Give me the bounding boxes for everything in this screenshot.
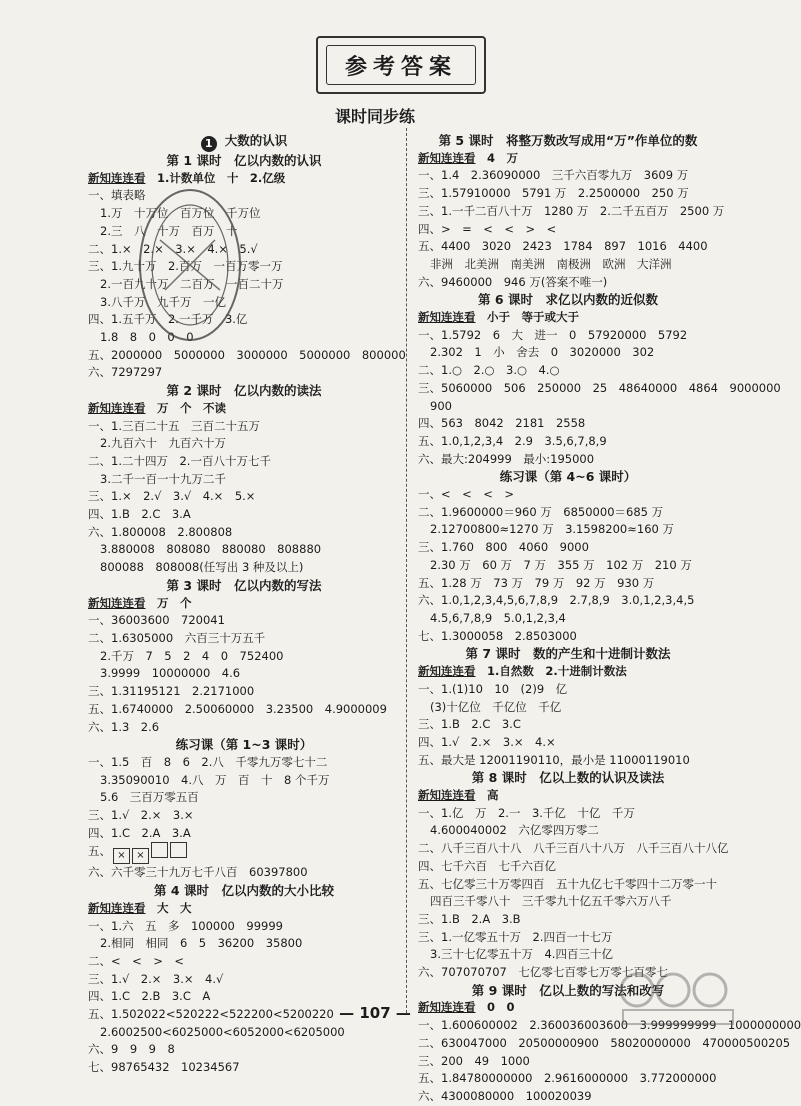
answer-line: 一、< < < > xyxy=(418,487,515,502)
answer-line: 六、9 9 9 8 xyxy=(88,1042,175,1057)
lesson-heading: 第 7 课时 数的产生和十进制计数法 xyxy=(465,646,671,662)
answer-line: 二、< < > < xyxy=(88,953,185,968)
title-frame xyxy=(316,36,486,94)
answer-line: 一、1.三百二十五 三百二十五万 xyxy=(88,418,260,433)
answer-line: 5.6 三百万零五百 xyxy=(100,790,199,805)
answer-line: 四、七千六百 七千六百亿 xyxy=(418,858,556,873)
answer-line: 三、1.31195121 2.2171000 xyxy=(88,684,255,699)
answer-line: 二、八千三百八十八 八千三百八十八万 八千三百八十八亿 xyxy=(418,841,729,856)
answer-line: 2.一百九十万 二百万 一百二十万 xyxy=(100,276,284,291)
page-number: — 107 — xyxy=(339,1004,411,1022)
answer-line: 六、4300080000 100020039 xyxy=(418,1088,592,1103)
answer-line: 六、1.3 2.6 xyxy=(88,719,160,734)
answer-line: 一、1.亿 万 2.一 3.千亿 十亿 千万 xyxy=(418,805,635,820)
unit-title: 大数的认识 xyxy=(224,133,288,148)
answer-line: 四、> = < < > < xyxy=(418,221,557,236)
answer-box: × xyxy=(113,848,130,864)
key-concept-line xyxy=(418,309,718,327)
answer-line: 2.30 万 60 万 7 万 355 万 102 万 210 万 xyxy=(430,557,692,572)
answer-line: 2.6002500<6025000<6052000<6205000 xyxy=(100,1024,345,1039)
answer-line: 二、1.9600000＝960 万 6850000＝685 万 xyxy=(418,504,664,519)
key-concept-answer: 0 0 xyxy=(487,1000,515,1015)
key-concept-label: 新知连连看 xyxy=(418,150,476,165)
answer-line: 二、1.二十四万 2.一百八十万七千 xyxy=(88,453,271,468)
lesson-heading: 第 8 课时 亿以上数的认识及读法 xyxy=(471,770,665,786)
key-concept-line xyxy=(88,595,400,613)
key-concept-label: 新知连连看 xyxy=(418,788,476,803)
answer-line: 3.二千一百一十九万二千 xyxy=(100,471,226,486)
answer-line: 4.600040002 六亿零四万零二 xyxy=(430,823,599,838)
answer-line: 2.302 1 小 舍去 0 3020000 302 xyxy=(430,345,655,360)
answer-line: 一、36003600 720041 xyxy=(88,613,225,628)
answer-line: 四、563 8042 2181 2558 xyxy=(418,416,586,431)
answer-line: 四、1.C 2.A 3.A xyxy=(88,825,191,840)
key-concept-label: 新知连连看 xyxy=(88,900,146,915)
answer-line: (3)十亿位 千亿位 千亿 xyxy=(430,699,562,714)
answer-line: 七、98765432 10234567 xyxy=(88,1060,240,1075)
answer-box xyxy=(170,842,187,858)
key-concept-answer: 高 xyxy=(487,788,499,803)
answer-line: 800088 808008(任写出 3 种及以上) xyxy=(100,560,304,575)
answer-line: 2.九百六十 九百六十万 xyxy=(100,436,226,451)
answer-line: 一、1.(1)10 10 (2)9 亿 xyxy=(418,681,568,696)
answer-line: 六、1.0,1,2,3,4,5,6,7,8,9 2.7,8,9 3.0,1,2,3,4,5 xyxy=(418,593,695,608)
answer-boxes xyxy=(111,842,187,864)
answer-label: 五、 xyxy=(88,844,111,859)
answer-line: 六、707070707 七亿零七百零七万零七百零七 xyxy=(418,965,668,980)
answer-line: 六、7297297 xyxy=(88,365,163,380)
answer-line: 1.8 8 0 0 0 xyxy=(100,330,194,345)
answer-line: 非洲 北美洲 南美洲 南极洲 欧洲 大洋洲 xyxy=(430,256,672,271)
lesson-heading: 第 4 课时 亿以内数的大小比较 xyxy=(154,883,334,899)
answer-line: 3.八千万 九千万 一亿 xyxy=(100,294,226,309)
key-concept-label: 新知连连看 xyxy=(418,310,476,325)
lesson-heading: 练习课（第 4~6 课时） xyxy=(499,469,637,485)
answer-line: 四、1.B 2.C 3.A xyxy=(88,507,191,522)
key-concept-label: 新知连连看 xyxy=(88,400,146,415)
answer-line: 一、填表略 xyxy=(88,188,146,203)
key-concept-label: 新知连连看 xyxy=(88,170,146,185)
answer-line: 五、最大是 12001190110，最小是 11000119010 xyxy=(418,752,690,767)
lesson-heading: 练习课（第 1~3 课时） xyxy=(175,737,313,753)
answer-line: 五、1.84780000000 2.9616000000 3.772000000 xyxy=(418,1071,717,1086)
key-concept-line xyxy=(88,170,400,188)
answer-line: 2.千万 7 5 2 4 0 752400 xyxy=(100,648,284,663)
answer-line: 三、1.57910000 5791 万 2.2500000 250 万 xyxy=(418,186,689,201)
answer-line: 三、1.760 800 4060 9000 xyxy=(418,540,589,555)
answer-line: 一、1.六 五 多 100000 99999 xyxy=(88,918,283,933)
answer-line: 五、1.6740000 2.50060000 3.23500 4.9000009 xyxy=(88,701,387,716)
answer-line: 三、1.√ 2.× 3.× 4.√ xyxy=(88,971,224,986)
lesson-heading: 第 5 课时 将整万数改写成用“万”作单位的数 xyxy=(438,133,698,148)
answer-line: 三、1.√ 2.× 3.× xyxy=(88,808,194,823)
key-concept-answer: 万 个 不读 xyxy=(157,400,226,415)
answer-line: 三、1.× 2.√ 3.√ 4.× 5.× xyxy=(88,489,256,504)
left-column xyxy=(88,132,406,1077)
answer-line: 四、1.C 2.B 3.C A xyxy=(88,989,211,1004)
answer-line: 1.万 十万位 百万位 千万位 xyxy=(100,206,261,221)
key-concept-line xyxy=(418,787,718,805)
answer-box: × xyxy=(132,848,149,864)
answer-line: 三、1.一千二百八十万 1280 万 2.二千五百万 2500 万 xyxy=(418,203,725,218)
answer-line: 五、七亿零三十万零四百 五十九亿七千零四十二万零一十 xyxy=(418,876,717,891)
key-concept-line xyxy=(88,900,400,918)
key-concept-answer: 1.计数单位 十 2.亿级 xyxy=(157,170,286,185)
answer-line: 三、1.B 2.A 3.B xyxy=(418,911,521,926)
unit-heading xyxy=(88,132,400,152)
column-divider xyxy=(406,128,407,1013)
lesson-heading: 第 6 课时 求亿以内数的近似数 xyxy=(478,292,658,308)
answer-line: 七、1.3000058 2.8503000 xyxy=(418,628,577,643)
answer-line: 四、1.√ 2.× 3.× 4.× xyxy=(418,734,556,749)
answer-line: 900 xyxy=(430,398,452,413)
answer-line: 四百三千零八十 三千零九十亿五千零六万八千 xyxy=(430,894,672,909)
answer-line: 六、9460000 946 万(答案不唯一) xyxy=(418,274,608,289)
key-concept-line xyxy=(418,663,718,681)
answer-line: 3.9999 10000000 4.6 xyxy=(100,666,241,681)
answer-line: 三、1.九十万 2.百万 一百万零一万 xyxy=(88,259,283,274)
answer-line: 3.三十七亿零五十万 4.四百三十亿 xyxy=(430,947,613,962)
answer-line: 五、1.0,1,2,3,4 2.9 3.5,6,7,8,9 xyxy=(418,433,607,448)
answer-line: 五、2000000 5000000 3000000 5000000 800000 xyxy=(88,347,406,362)
key-concept-answer: 小于 等于或大于 xyxy=(487,310,579,325)
answer-line: 二、1.○ 2.○ 3.○ 4.○ xyxy=(418,363,560,378)
right-column xyxy=(418,132,801,1106)
lesson-heading: 第 2 课时 亿以内数的读法 xyxy=(166,383,322,399)
answer-box xyxy=(151,842,168,858)
answer-line: 3.35090010 4.八 万 百 十 8 个千万 xyxy=(100,772,330,787)
answer-line: 3.880008 808080 880080 808880 xyxy=(100,542,322,557)
answer-line: 一、1.5 百 8 6 2.八 千零九万零七十二 xyxy=(88,754,328,769)
lesson-heading: 第 9 课时 亿以上数的写法和改写 xyxy=(471,982,665,998)
answer-line: 三、200 49 1000 xyxy=(418,1053,530,1068)
answer-line: 三、1.一亿零五十万 2.四百一十七万 xyxy=(418,929,613,944)
answer-line: 六、1.800008 2.800808 xyxy=(88,524,233,539)
answer-line: 六、最大:204999 最小:195000 xyxy=(418,451,595,466)
answer-line: 一、1.600600002 2.360036003600 3.999999999 1000000000 xyxy=(418,1018,801,1033)
answer-line: 一、1.5792 6 大 进一 0 57920000 5792 xyxy=(418,327,688,342)
unit-number-badge: 1 xyxy=(201,136,217,152)
answer-line: 三、5060000 506 250000 25 48640000 4864 9000000 xyxy=(418,380,781,395)
answer-line: 二、1.× 2.× 3.× 4.× 5.√ xyxy=(88,241,258,256)
answer-line: 一、1.4 2.36090000 三千六百零九万 3609 万 xyxy=(418,168,689,183)
key-concept-label: 新知连连看 xyxy=(418,664,476,679)
key-concept-line xyxy=(418,150,718,168)
answer-line: 2.相同 相同 6 5 36200 35800 xyxy=(100,936,303,951)
answer-line: 四、1.五千万 2.一千万 3.亿 xyxy=(88,312,248,327)
key-concept-answer: 4 万 xyxy=(487,150,519,165)
answer-line: 六、六千零三十九万七千八百 60397800 xyxy=(88,865,308,880)
key-concept-label: 新知连连看 xyxy=(88,595,146,610)
key-concept-answer: 大 大 xyxy=(157,900,192,915)
lesson-heading: 第 3 课时 亿以内数的写法 xyxy=(166,577,322,593)
page-title: 参考答案 xyxy=(326,45,476,85)
answer-line: 2.12700800≈1270 万 3.1598200≈160 万 xyxy=(430,522,674,537)
answer-line: 2.三 八 十万 百万 十 xyxy=(100,223,238,238)
answer-line: 4.5,6,7,8,9 5.0,1,2,3,4 xyxy=(430,610,566,625)
key-concept-answer: 1.自然数 2.十进制计数法 xyxy=(487,664,627,679)
section-title: 课时同步练 xyxy=(334,107,415,126)
answer-line: 二、630047000 20500000900 58020000000 470000500205 xyxy=(418,1035,791,1050)
lesson-heading: 第 1 课时 亿以内数的认识 xyxy=(166,153,322,168)
key-concept-label: 新知连连看 xyxy=(418,1000,476,1015)
answer-line: 五、4400 3020 2423 1784 897 1016 4400 xyxy=(418,239,708,254)
answer-line: 二、1.6305000 六百三十万五千 xyxy=(88,630,266,645)
answer-line: 五、1.502022<520222<522200<5200220 xyxy=(88,1007,334,1022)
key-concept-answer: 万 个 xyxy=(157,595,192,610)
answer-line: 五、1.28 万 73 万 79 万 92 万 930 万 xyxy=(418,575,655,590)
answer-line: 三、1.B 2.C 3.C xyxy=(418,717,521,732)
key-concept-line xyxy=(88,400,400,418)
answer-line xyxy=(88,842,400,864)
